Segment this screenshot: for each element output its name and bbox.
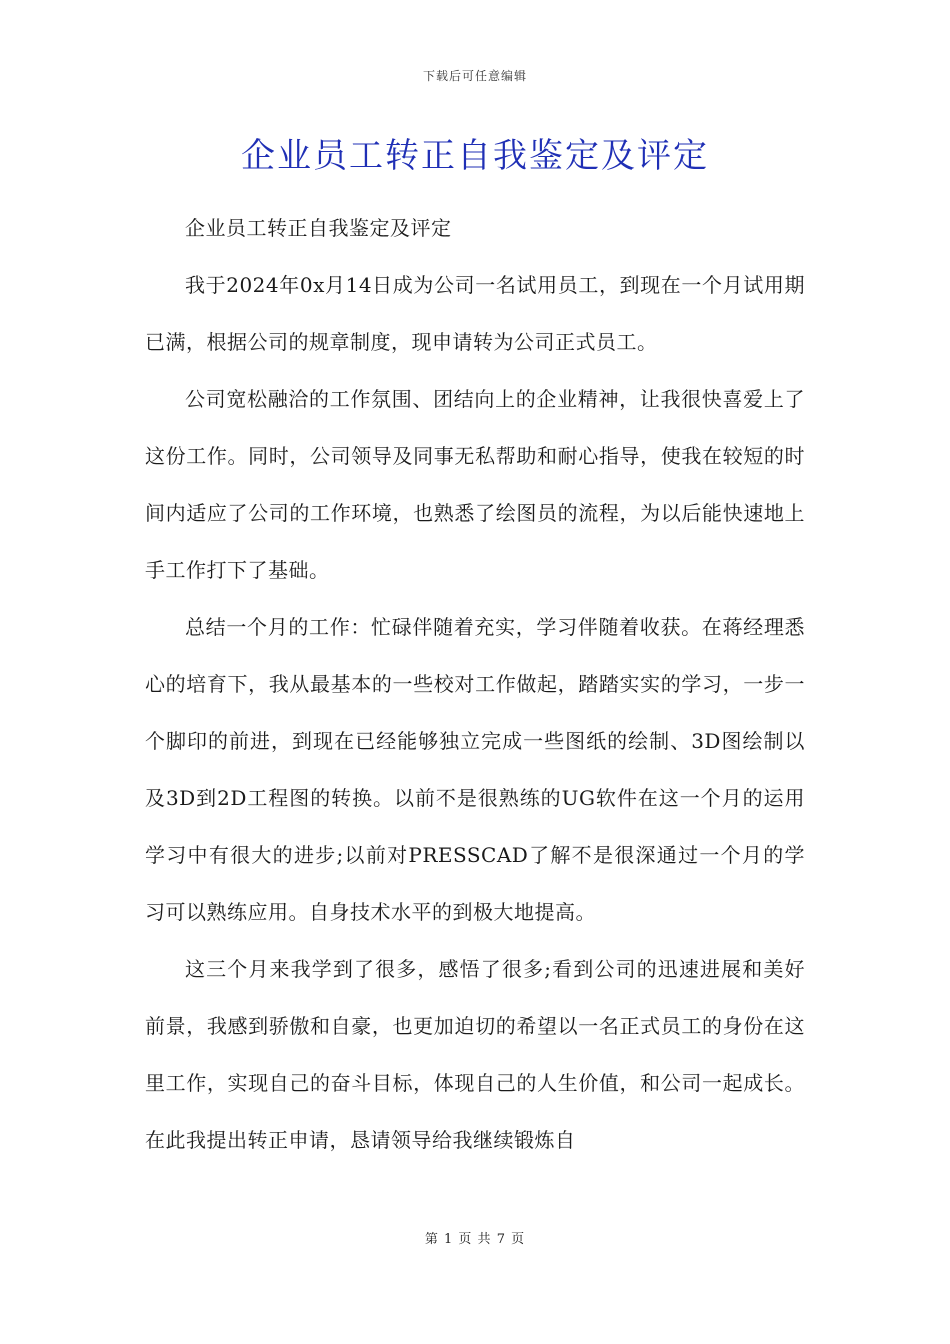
paragraph-subtitle: 企业员工转正自我鉴定及评定 bbox=[185, 216, 452, 240]
paragraph-3: 总结一个月的工作：忙碌伴随着充实，学习伴随着收获。在蒋经理悉心的培育下，我从最基本的一些校对工作做起，踏踏实实的学习，一步一个脚印的前进，到现在已经能够独立完成一些图纸的绘制、3D图绘制以及3D到2D工程图的转换。以前不是很熟练的UG软件在这一个月的运用学习中有很大的进步;以前对PRESSCAD了解不是很深通过一个月的学习可以熟练应用。自身技术水平的到极大地提高。 bbox=[145, 615, 805, 924]
page-number: 第 1 页 共 7 页 bbox=[424, 1232, 526, 1247]
paragraph-1: 我于2024年0x月14日成为公司一名试用员工，到现在一个月试用期已满，根据公司的规章制度，现申请转为公司正式员工。 bbox=[145, 273, 805, 354]
paragraph-2: 公司宽松融洽的工作氛围、团结向上的企业精神，让我很快喜爱上了这份工作。同时，公司领导及同事无私帮助和耐心指导，使我在较短的时间内适应了公司的工作环境，也熟悉了绘图员的流程，为以后能快速地上手工作打下了基础。 bbox=[145, 387, 805, 582]
document-title: 企业员工转正自我鉴定及评定 bbox=[241, 136, 709, 176]
paragraph-4: 这三个月来我学到了很多，感悟了很多;看到公司的迅速进展和美好前景，我感到骄傲和自豪，也更加迫切的希望以一名正式员工的身份在这里工作，实现自己的奋斗目标，体现自己的人生价值，和公司一起成长。在此我提出转正申请，恳请领导给我继续锻炼自 bbox=[145, 957, 805, 1152]
document-body bbox=[145, 200, 805, 1169]
header-note: 下载后可任意编辑 bbox=[422, 69, 527, 83]
